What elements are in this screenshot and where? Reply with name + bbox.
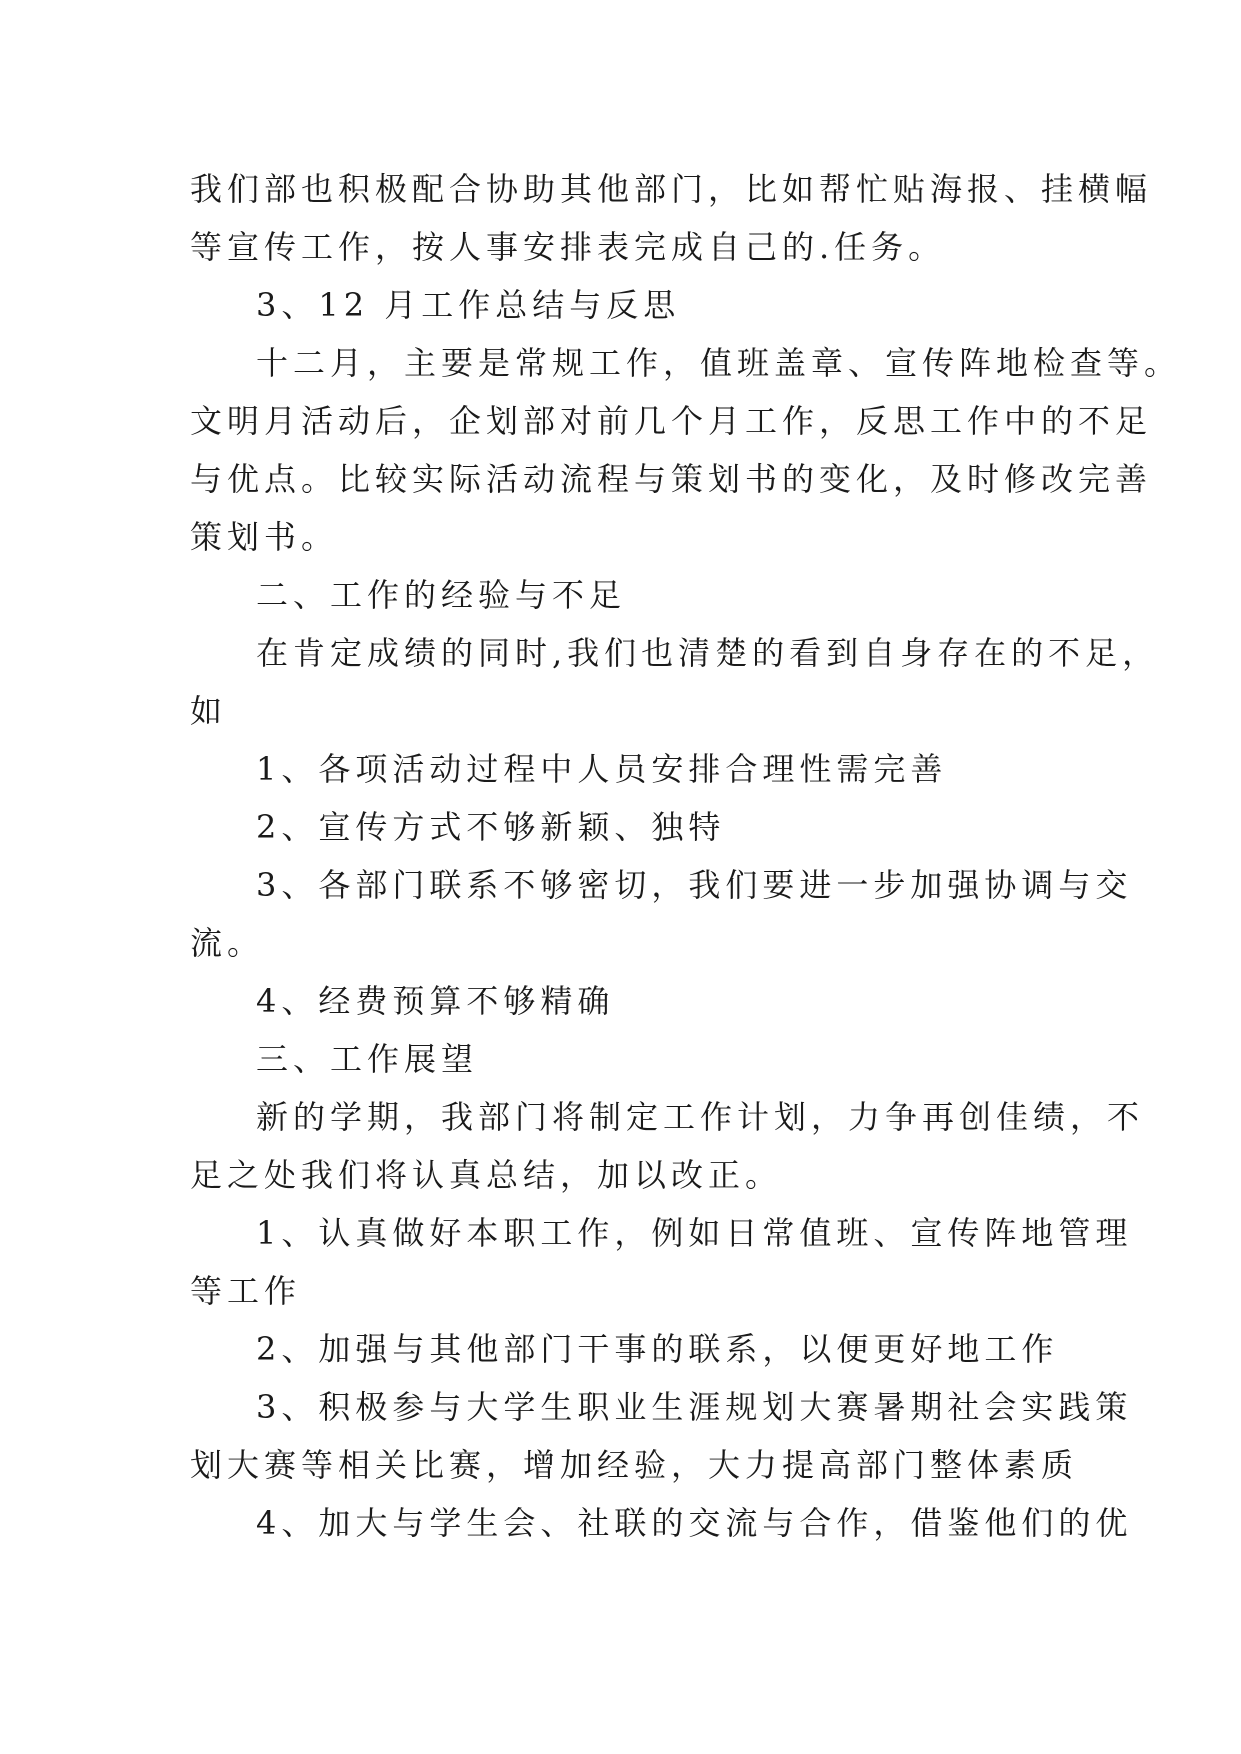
- list-item: 3、积极参与大学生职业生涯规划大赛暑期社会实践策: [256, 1388, 1133, 1426]
- body-line: 十二月，主要是常规工作，值班盖章、宣传阵地检查等。: [256, 344, 1182, 382]
- body-line: 等宣传工作，按人事安排表完成自己的.任务。: [190, 228, 946, 266]
- body-line: 文明月活动后，企划部对前几个月工作，反思工作中的不足: [190, 402, 1153, 440]
- body-line: 流。: [190, 924, 265, 962]
- list-item: 1、认真做好本职工作，例如日常值班、宣传阵地管理: [256, 1214, 1133, 1252]
- body-line: 等工作: [190, 1272, 302, 1310]
- document-body: [190, 160, 1182, 1552]
- body-line: 策划书。: [190, 518, 339, 556]
- body-line: 如: [190, 692, 228, 730]
- section-heading: 三、工作展望: [256, 1040, 479, 1078]
- section-heading: 3、12 月工作总结与反思: [256, 286, 681, 324]
- list-item: 2、宣传方式不够新颖、独特: [256, 808, 726, 846]
- list-item: 4、经费预算不够精确: [256, 982, 615, 1020]
- list-item: 1、各项活动过程中人员安排合理性需完善: [256, 750, 948, 788]
- body-line: 足之处我们将认真总结，加以改正。: [190, 1156, 783, 1194]
- body-line: 划大赛等相关比赛，增加经验，大力提高部门整体素质: [190, 1446, 1079, 1484]
- list-item: 4、加大与学生会、社联的交流与合作，借鉴他们的优: [256, 1504, 1133, 1542]
- body-line: 在肯定成绩的同时,我们也清楚的看到自身存在的不足，: [256, 634, 1160, 672]
- body-line: 与优点。比较实际活动流程与策划书的变化，及时修改完善: [190, 460, 1153, 498]
- body-line: 新的学期，我部门将制定工作计划，力争再创佳绩，不: [256, 1098, 1145, 1136]
- list-item: 3、各部门联系不够密切，我们要进一步加强协调与交: [256, 866, 1133, 904]
- list-item: 2、加强与其他部门干事的联系，以便更好地工作: [256, 1330, 1059, 1368]
- section-heading: 二、工作的经验与不足: [256, 576, 627, 614]
- body-line: 我们部也积极配合协助其他部门，比如帮忙贴海报、挂横幅: [190, 170, 1153, 208]
